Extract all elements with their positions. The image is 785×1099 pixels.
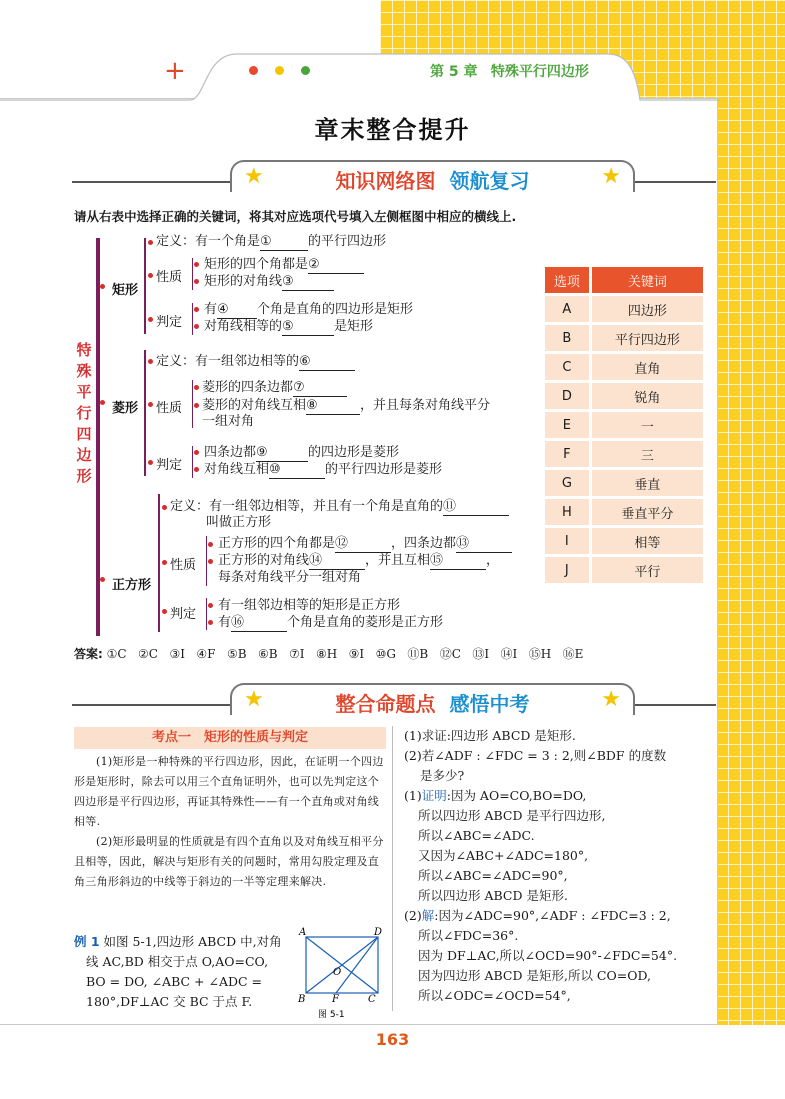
branch-rectangle: 矩形 [112,283,139,298]
label-A: A [299,927,307,938]
bullet-dot [194,467,199,472]
solution-2-first [404,906,671,926]
star-icon: ★ [244,687,264,712]
answer-blank[interactable] [282,274,334,291]
chapter-name: 特殊平行四边形 [490,64,589,80]
bullet-dot [100,577,105,582]
answer-blank[interactable] [443,499,509,516]
blank-number: ⑬ [456,536,470,551]
rhombus-definition [156,354,355,371]
text: 的平行四边形 [308,234,387,249]
root-char: 平 [76,383,92,401]
blank-number: ② [308,257,320,272]
sub-line [206,536,207,586]
text: 有 [218,615,232,630]
tree-root-title [74,340,94,487]
solution-line: 又因为∠ABC+∠ADC=180°, [418,848,589,863]
rhombus-judge-1 [204,445,399,462]
yellow-dot-icon [275,66,284,75]
bullet-dot [148,240,153,245]
label-O: O [333,967,342,978]
proof-label: 证明 [421,788,447,803]
square-judge-2 [218,615,443,632]
answer-item: ⑦I [289,647,305,661]
rhombus-property-1 [202,380,347,397]
solution-line: 所以∠FDC=36°. [418,928,519,943]
blank-number: ⑩ [269,462,281,477]
text: ，并且每条对角线平分 [360,398,491,413]
square-property-3: 每条对角线平分一组对角 [218,570,362,585]
section-title-part2: 领航复习 [449,169,530,193]
root-char: 边 [76,446,92,464]
table-row [545,412,703,438]
sub-line [192,303,193,335]
blank-number: ⑮ [430,553,444,568]
blank-number: ⑯ [231,615,245,630]
keyword-cell: 三 [589,441,703,467]
branch-square: 正方形 [112,578,152,593]
page-title: 章末整合提升 [314,116,471,144]
bullet-dot [194,279,199,284]
option-cell: A [545,296,589,322]
chapter-number: 第 5 章 [430,64,478,80]
answer-blank[interactable] [260,234,308,251]
text: 的平行四边形是菱形 [325,462,443,477]
answer-item: ⑯E [562,647,584,661]
blank-number: ⑦ [293,380,305,395]
text: :因为∠ADC=90°,∠ADF : ∠FDC=3 : 2, [434,908,671,923]
square-property-2 [218,553,499,570]
chapter-heading [430,61,589,81]
instruction-text: 请从右表中选择正确的关键词，将其对应选项代号填入左侧框图中相应的横线上. [74,209,517,224]
label-C: C [368,994,376,1005]
answer-item: ①C [106,647,127,661]
rect-prop-label: 性质 [156,270,183,285]
root-char: 殊 [76,362,92,380]
rect-definition [156,234,386,251]
option-cell: G [545,470,589,496]
solution-line: 所以四边形 ABCD 是平行四边形, [418,808,606,823]
text: ，四条边都 [391,536,457,551]
answer-key [74,645,583,662]
square-judge-label: 判定 [170,607,197,622]
table-row [545,557,703,583]
text: ，并且互相 [365,553,431,568]
header-tab [0,42,720,102]
text: 对角线相等的 [204,319,283,334]
text: 菱形的四条边都 [202,380,294,395]
rect-judge-label: 判定 [156,315,183,330]
column-header: 选项 [545,267,589,293]
solution-line: 因为四边形 ABCD 是矩形,所以 CO=OD, [418,968,652,983]
answer-blank[interactable] [299,354,355,371]
example-line-3: BO = DO, ∠ABC + ∠ADC = [86,974,263,989]
answer-item: ⑮H [528,647,552,661]
example-line-1 [74,932,282,952]
text: :因为 AO=CO,BO=DO, [446,788,587,803]
text: 有 [204,302,218,317]
label-D: D [374,927,383,938]
bullet-dot [208,620,213,625]
option-cell: F [545,441,589,467]
answer-label: 答案: [74,647,103,661]
answer-item: ④F [196,647,216,661]
keyword-cell: 垂直 [589,470,703,496]
bullet-dot [148,359,153,364]
table-row [545,441,703,467]
blank-number: ③ [282,274,294,289]
bullet-dot [194,324,199,329]
rect-property-1 [204,257,364,274]
figure-5-1 [296,927,386,1022]
bullet-dot [162,609,167,614]
section-title-part1: 知识网络图 [335,169,436,193]
root-char: 四 [76,425,92,443]
bullet-dot [100,400,105,405]
bullet-dot [100,284,105,289]
answer-blank[interactable] [335,536,391,553]
text: 定义：有一组邻边相等，并且有一个角是直角的 [170,499,444,514]
bullet-dot [194,450,199,455]
example-line-2: 线 AC,BD 相交于点 O,AO=CO, [86,954,269,969]
answer-blank[interactable] [256,445,308,462]
example-line-4: 180°,DF⊥AC 交 BC 于点 F. [86,994,253,1009]
blank-number: ① [260,234,272,249]
answer-blank[interactable] [293,380,347,397]
answer-blank[interactable] [456,536,512,553]
keyword-cell: 锐角 [589,383,703,409]
bullet-dot [148,460,153,465]
rect-judge-1 [204,302,413,319]
bullet-dot [194,307,199,312]
bullet-dot [208,603,213,608]
blank-number: ⑥ [299,354,311,369]
branch-line [144,350,146,476]
text: 四条边都 [204,445,257,460]
rhombus-property-2 [202,398,490,415]
column-divider [392,726,393,1011]
text: 定义：有一个角是 [156,234,261,249]
section-title-part2: 感悟中考 [449,692,530,716]
text: 个角是直角的菱形是正方形 [287,615,444,630]
solution-line: 所以四边形 ABCD 是矩形. [418,888,568,903]
blank-number: ⑤ [282,319,294,334]
bullet-dot [194,403,199,408]
question-1: (1)求证:四边形 ABCD 是矩形. [404,728,576,743]
keyword-cell: 垂直平分 [589,499,703,525]
bullet-dot [194,385,199,390]
blank-number: ⑧ [306,398,318,413]
rect-judge-2 [204,319,373,336]
answer-item: ⑧H [315,647,338,661]
root-char: 行 [76,404,92,422]
answer-blank[interactable] [231,615,287,632]
branch-line [158,494,160,632]
text: 矩形的对角线 [204,274,283,289]
bullet-dot [208,542,213,547]
bullet-dot [148,273,153,278]
blank-number: ⑭ [309,553,323,568]
answer-blank[interactable] [282,319,334,336]
keyword-table [545,264,703,586]
text: 矩形的四个角都是 [204,257,309,272]
text: 对角线互相 [204,462,270,477]
table-row [545,470,703,496]
option-cell: H [545,499,589,525]
bullet-dot [162,505,167,510]
text: (1) [404,788,422,803]
sub-line [192,258,193,290]
answer-item: ⑩G [375,647,396,661]
text: 定义：有一组邻边相等的 [156,354,300,369]
answer-item: ③I [169,647,185,661]
table-row [545,499,703,525]
text: (2) [404,908,422,923]
bullet-dot [148,317,153,322]
bullet-dot [162,560,167,565]
answer-blank[interactable] [430,553,486,570]
root-char: 特 [76,341,92,359]
square-prop-label: 性质 [170,558,197,573]
bullet-dot [208,559,213,564]
blank-number: ④ [217,302,229,317]
table-header-row [545,267,703,293]
sub-line [206,598,207,630]
star-icon: ★ [601,687,621,712]
figure-caption: 图 5-1 [318,1010,345,1020]
answer-blank[interactable] [308,257,364,274]
tree-main-bar [96,238,100,636]
green-dot-icon [301,66,310,75]
keyword-cell: 平行四边形 [589,325,703,351]
red-dot-icon [249,66,258,75]
option-cell: B [545,325,589,351]
answer-blank[interactable] [217,302,257,319]
answer-blank[interactable] [309,553,365,570]
square-definition-cont: 叫做正方形 [206,515,272,530]
keyword-cell: 直角 [589,354,703,380]
square-definition [170,499,509,516]
solution-1-first [404,786,586,806]
sub-line [192,380,193,428]
text: ， [486,553,500,568]
option-cell: E [545,412,589,438]
kaodian-heading: 考点一 矩形的性质与判定 [74,727,386,749]
option-cell: C [545,354,589,380]
answer-item: ⑬I [472,647,490,661]
keyword-cell: 平行 [589,557,703,583]
answer-item: ⑨I [348,647,365,661]
question-2: (2)若∠ADF : ∠FDC = 3 : 2,则∠BDF 的度数 [404,748,667,763]
star-icon: ★ [244,164,264,189]
rhombus-judge-2 [204,462,442,479]
blank-number: ⑨ [256,445,268,460]
label-B: B [298,994,306,1005]
table-row [545,325,703,351]
section-banner-knowledge [72,160,716,193]
example-label: 例 1 [74,934,100,949]
answer-item: ⑪B [407,647,429,661]
bullet-dot [148,402,153,407]
option-cell: D [545,383,589,409]
keyword-cell: 相等 [589,528,703,554]
star-icon: ★ [601,164,621,189]
label-F: F [332,994,339,1005]
solution-line: 所以∠ODC=∠OCD=54°, [418,988,571,1003]
plus-mark: + [164,56,186,86]
text: 正方形的对角线 [218,553,310,568]
section-title-part1: 整合命题点 [335,692,436,716]
branch-rhombus: 菱形 [112,401,139,416]
table-row [545,383,703,409]
blank-number: ⑪ [443,499,457,514]
answer-item: ⑭I [500,647,518,661]
keyword-cell: 四边形 [589,296,703,322]
text: 的四边形是菱形 [308,445,400,460]
sub-line [192,446,193,478]
square-property-1 [218,536,512,553]
question-2-cont: 是多少? [420,768,465,783]
column-header: 关键词 [589,267,703,293]
bullet-dot [194,262,199,267]
branch-line [144,238,146,334]
text: 菱形的对角线互相 [202,398,307,413]
example-text: 如图 5-1,四边形 ABCD 中,对角 [103,934,282,949]
solution-line: 所以∠ABC=∠ADC. [418,828,535,843]
option-cell: J [545,557,589,583]
keyword-cell: 一 [589,412,703,438]
rhombus-judge-label: 判定 [156,458,183,473]
kaodian-paragraph-2: (2)矩形最明显的性质就是有四个直角以及对角线互相平分且相等，因此，解决与矩形有关的问题时，常用勾股定理及直角三角形斜边的中线等于斜边的一半等定理来解决. [74,835,384,888]
text: 正方形的四个角都是 [218,536,336,551]
section-banner-exam [72,683,716,716]
answer-item: ⑥B [257,647,278,661]
solution-line: 因为 DF⊥AC,所以∠OCD=90°-∠FDC=54°. [418,948,678,963]
table-row [545,354,703,380]
answer-item: ②C [138,647,158,661]
text: 个角是直角的四边形是矩形 [257,302,414,317]
rect-property-2 [204,274,334,291]
table-row [545,296,703,322]
square-judge-1: 有一组邻边相等的矩形是正方形 [218,598,401,613]
answer-blank[interactable] [306,398,360,415]
answer-blank[interactable] [269,462,325,479]
option-cell: I [545,528,589,554]
solution-label: 解 [421,908,435,923]
table-row [545,528,703,554]
rhombus-prop-label: 性质 [156,401,183,416]
root-char: 形 [76,467,92,485]
kaodian-paragraph-1: (1)矩形是一种特殊的平行四边形，因此，在证明一个四边形是矩形时，除去可以用三个直角证明外，也可以先判定这个四边形是平行四边形，再证其特殊性——有一个直角或对角线相等. [74,755,384,828]
text: 是矩形 [334,319,374,334]
page-number: 163 [375,1030,410,1049]
rhombus-property-2-cont: 一组对角 [202,414,255,429]
blank-number: ⑫ [335,536,349,551]
answer-item: ⑫C [439,647,461,661]
solution-line: 所以∠ABC=∠ADC=90°, [418,868,568,883]
answer-item: ⑤B [226,647,247,661]
